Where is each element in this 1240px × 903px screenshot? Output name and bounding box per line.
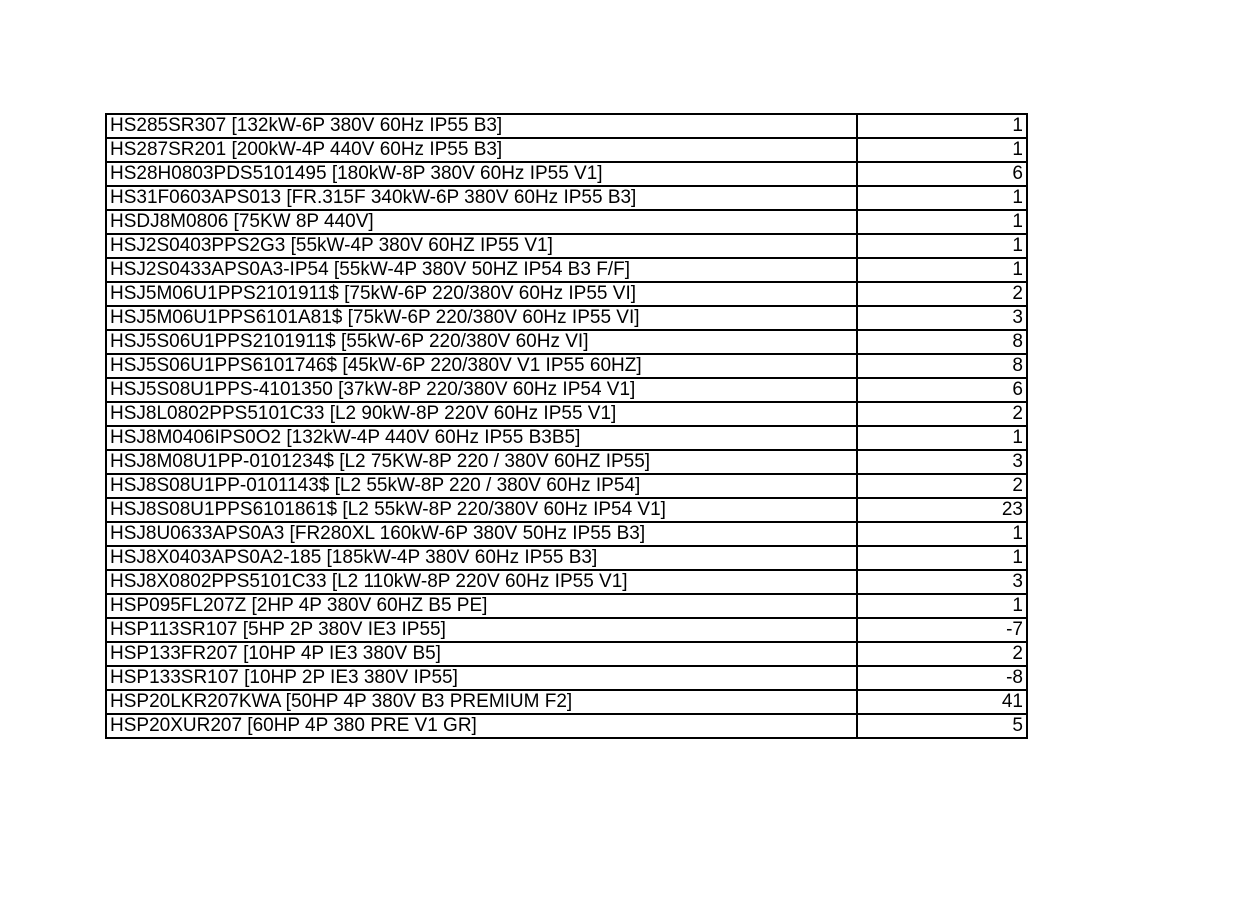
product-description-cell: HSJ8L0802PPS5101C33 [L2 90kW-8P 220V 60Hz IP55 V1] xyxy=(106,402,857,426)
quantity-cell: 2 xyxy=(857,474,1027,498)
quantity-cell: 41 xyxy=(857,690,1027,714)
table-row xyxy=(106,690,1027,714)
table-row xyxy=(106,450,1027,474)
quantity-cell: 1 xyxy=(857,546,1027,570)
table-row xyxy=(106,570,1027,594)
product-description-cell: HS287SR201 [200kW-4P 440V 60Hz IP55 B3] xyxy=(106,138,857,162)
inventory-table-body xyxy=(106,114,1027,738)
table-row xyxy=(106,498,1027,522)
product-description-cell: HSP133FR207 [10HP 4P IE3 380V B5] xyxy=(106,642,857,666)
product-description-cell: HSJ5S06U1PPS6101746$ [45kW-6P 220/380V V1 IP55 60HZ] xyxy=(106,354,857,378)
quantity-cell: 3 xyxy=(857,306,1027,330)
table-row xyxy=(106,282,1027,306)
table-row xyxy=(106,474,1027,498)
quantity-cell: 1 xyxy=(857,114,1027,138)
quantity-cell: 1 xyxy=(857,258,1027,282)
product-description-cell: HSP113SR107 [5HP 2P 380V IE3 IP55] xyxy=(106,618,857,642)
quantity-cell: 2 xyxy=(857,642,1027,666)
table-row xyxy=(106,378,1027,402)
quantity-cell: 5 xyxy=(857,714,1027,738)
product-description-cell: HSP20LKR207KWA [50HP 4P 380V B3 PREMIUM F2] xyxy=(106,690,857,714)
table-row xyxy=(106,594,1027,618)
product-description-cell: HSJ2S0433APS0A3-IP54 [55kW-4P 380V 50HZ IP54 B3 F/F] xyxy=(106,258,857,282)
table-row xyxy=(106,642,1027,666)
product-description-cell: HSJ5S06U1PPS2101911$ [55kW-6P 220/380V 60Hz VI] xyxy=(106,330,857,354)
inventory-table xyxy=(105,113,1028,739)
quantity-cell: 1 xyxy=(857,426,1027,450)
product-description-cell: HSJ8M0406IPS0O2 [132kW-4P 440V 60Hz IP55 B3B5] xyxy=(106,426,857,450)
quantity-cell: 2 xyxy=(857,402,1027,426)
product-description-cell: HSJ2S0403PPS2G3 [55kW-4P 380V 60HZ IP55 V1] xyxy=(106,234,857,258)
quantity-cell: 1 xyxy=(857,522,1027,546)
table-row xyxy=(106,354,1027,378)
quantity-cell: 1 xyxy=(857,234,1027,258)
product-description-cell: HS28H0803PDS5101495 [180kW-8P 380V 60Hz IP55 V1] xyxy=(106,162,857,186)
quantity-cell: 1 xyxy=(857,594,1027,618)
product-description-cell: HSJ8S08U1PP-0101143$ [L2 55kW-8P 220 / 380V 60Hz IP54] xyxy=(106,474,857,498)
quantity-cell: 6 xyxy=(857,162,1027,186)
quantity-cell: 3 xyxy=(857,570,1027,594)
quantity-cell: -8 xyxy=(857,666,1027,690)
product-description-cell: HSP095FL207Z [2HP 4P 380V 60HZ B5 PE] xyxy=(106,594,857,618)
product-description-cell: HSJ5M06U1PPS2101911$ [75kW-6P 220/380V 60Hz IP55 VI] xyxy=(106,282,857,306)
product-description-cell: HS31F0603APS013 [FR.315F 340kW-6P 380V 60Hz IP55 B3] xyxy=(106,186,857,210)
table-row xyxy=(106,426,1027,450)
product-description-cell: HSJ8S08U1PPS6101861$ [L2 55kW-8P 220/380V 60Hz IP54 V1] xyxy=(106,498,857,522)
product-description-cell: HSJ8X0802PPS5101C33 [L2 110kW-8P 220V 60Hz IP55 V1] xyxy=(106,570,857,594)
product-description-cell: HSP133SR107 [10HP 2P IE3 380V IP55] xyxy=(106,666,857,690)
product-description-cell: HS285SR307 [132kW-6P 380V 60Hz IP55 B3] xyxy=(106,114,857,138)
table-row xyxy=(106,258,1027,282)
table-row xyxy=(106,402,1027,426)
product-description-cell: HSJ8M08U1PP-0101234$ [L2 75KW-8P 220 / 380V 60HZ IP55] xyxy=(106,450,857,474)
quantity-cell: 6 xyxy=(857,378,1027,402)
table-row xyxy=(106,618,1027,642)
quantity-cell: 2 xyxy=(857,282,1027,306)
table-row xyxy=(106,330,1027,354)
product-description-cell: HSDJ8M0806 [75KW 8P 440V] xyxy=(106,210,857,234)
product-description-cell: HSJ8X0403APS0A2-185 [185kW-4P 380V 60Hz IP55 B3] xyxy=(106,546,857,570)
product-description-cell: HSP20XUR207 [60HP 4P 380 PRE V1 GR] xyxy=(106,714,857,738)
table-row xyxy=(106,306,1027,330)
quantity-cell: 3 xyxy=(857,450,1027,474)
product-description-cell: HSJ5S08U1PPS-4101350 [37kW-8P 220/380V 60Hz IP54 V1] xyxy=(106,378,857,402)
table-row xyxy=(106,546,1027,570)
quantity-cell: 1 xyxy=(857,138,1027,162)
table-row xyxy=(106,210,1027,234)
table-row xyxy=(106,186,1027,210)
table-row xyxy=(106,714,1027,738)
table-row xyxy=(106,114,1027,138)
quantity-cell: 1 xyxy=(857,186,1027,210)
product-description-cell: HSJ8U0633APS0A3 [FR280XL 160kW-6P 380V 50Hz IP55 B3] xyxy=(106,522,857,546)
quantity-cell: 8 xyxy=(857,330,1027,354)
table-row xyxy=(106,162,1027,186)
table-row xyxy=(106,234,1027,258)
quantity-cell: 1 xyxy=(857,210,1027,234)
quantity-cell: -7 xyxy=(857,618,1027,642)
quantity-cell: 8 xyxy=(857,354,1027,378)
table-row xyxy=(106,666,1027,690)
table-row xyxy=(106,522,1027,546)
quantity-cell: 23 xyxy=(857,498,1027,522)
product-description-cell: HSJ5M06U1PPS6101A81$ [75kW-6P 220/380V 60Hz IP55 VI] xyxy=(106,306,857,330)
table-row xyxy=(106,138,1027,162)
